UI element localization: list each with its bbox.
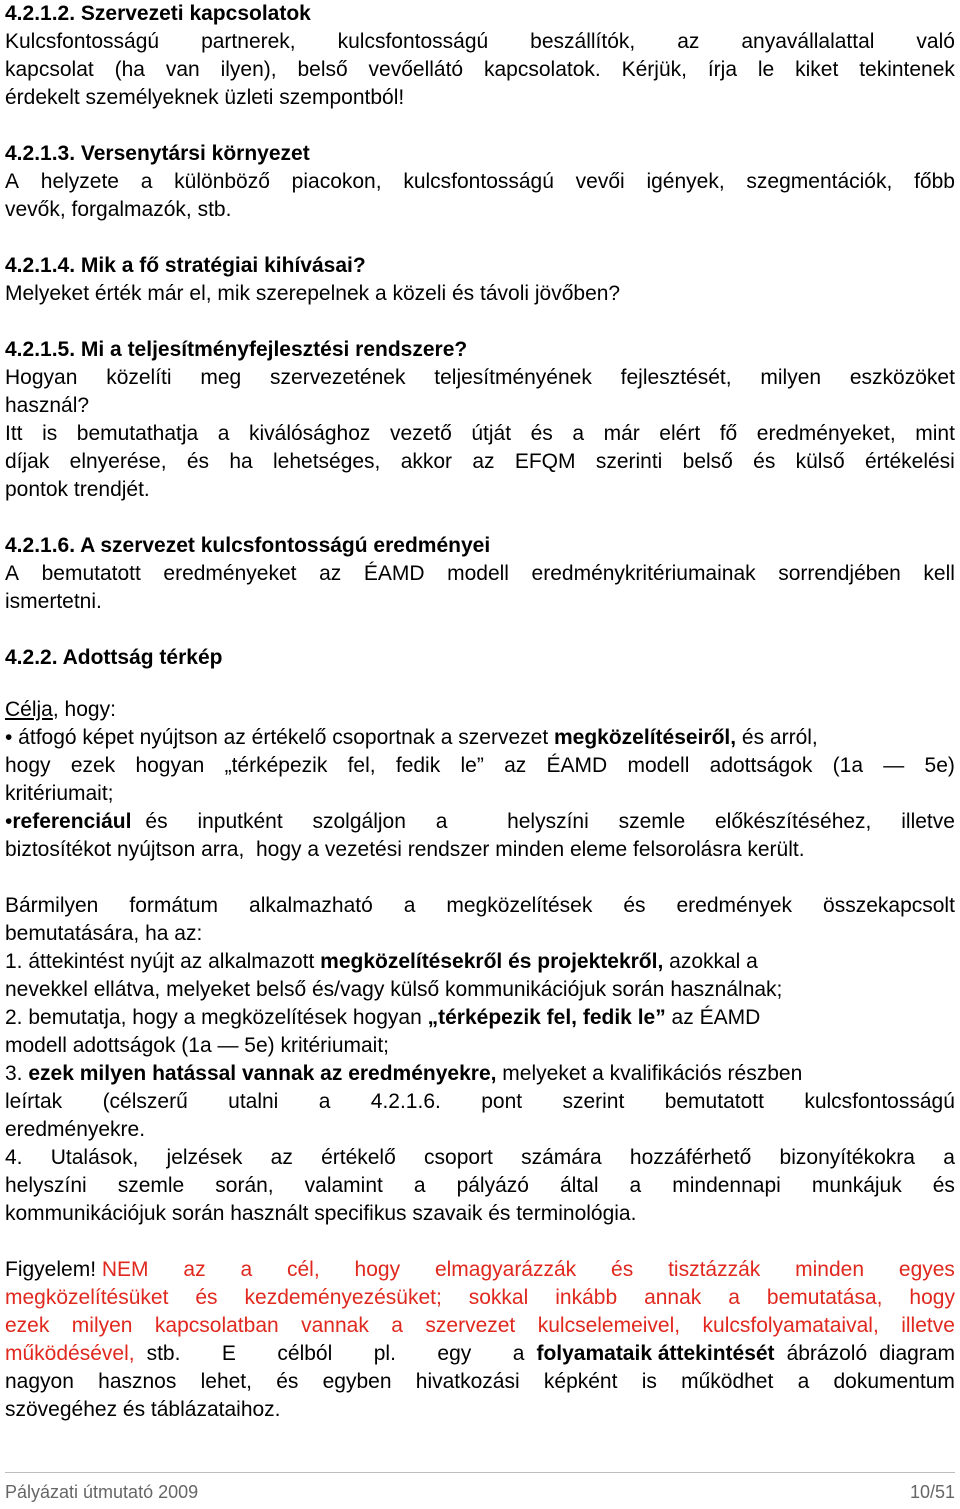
word: tekintenek: [859, 58, 955, 81]
word: és: [530, 422, 553, 445]
word: már: [603, 422, 640, 445]
bullet1-line2: [5, 752, 955, 780]
word: a: [512, 1342, 525, 1365]
item1-line2: nevekkel ellátva, melyeket belső és/vagy külső kommunikációjuk során használnak;: [5, 978, 783, 1001]
word: dokumentum: [833, 1370, 955, 1393]
word: és: [753, 450, 776, 473]
word: partnerek,: [201, 30, 296, 53]
word: valamint: [304, 1174, 383, 1197]
word: milyen: [760, 366, 822, 389]
word: igények,: [646, 170, 725, 193]
word: akkor: [400, 450, 453, 473]
heading-4222: 4.2.2. Adottság térkép: [5, 646, 223, 669]
word: fedik: [395, 754, 441, 777]
word: szervezet: [425, 1314, 516, 1337]
word: van: [165, 58, 200, 81]
word: szerint: [562, 1090, 625, 1113]
word: írja: [707, 58, 738, 81]
word: modell: [627, 754, 690, 777]
word: az: [504, 754, 527, 777]
word: ha: [229, 450, 253, 473]
word: a: [435, 810, 448, 833]
word: a: [728, 1286, 740, 1309]
word: bizonyítékokra: [779, 1146, 915, 1169]
word: bemutatott: [41, 562, 141, 585]
word: eredmények: [676, 894, 793, 917]
item1-line1: [5, 948, 955, 976]
word: alkalmazható: [249, 894, 373, 917]
bullet1-line3: kritériumait;: [5, 782, 114, 805]
item4-line1: [5, 1144, 955, 1172]
word: meg: [200, 366, 242, 389]
word: a: [391, 1314, 403, 1337]
item1-bold: megközelítésekről és projektekről,: [320, 950, 664, 973]
word: hogy: [354, 1258, 401, 1281]
word: főbb: [914, 170, 955, 193]
word: az: [472, 450, 495, 473]
word: szerinti: [595, 450, 663, 473]
word: Bármilyen: [5, 894, 99, 917]
word: beszállítók,: [530, 30, 636, 53]
para-4216-line2: ismertetni.: [5, 590, 102, 613]
note-line1: [5, 1256, 955, 1284]
word: során,: [215, 1174, 274, 1197]
word: és: [623, 894, 646, 917]
celja-label: Célja: [5, 698, 53, 721]
word: pl.: [373, 1342, 396, 1365]
word: hozzáférhető: [629, 1146, 752, 1169]
word: illetve: [901, 810, 955, 833]
word: az: [270, 1146, 293, 1169]
word: való: [916, 30, 955, 53]
word: piacokon,: [291, 170, 382, 193]
bullet1-line1: [5, 724, 955, 752]
word: és: [276, 1370, 299, 1393]
word: inputként: [197, 810, 283, 833]
item2-tail: az ÉAMD: [665, 1006, 761, 1029]
word: anyavállalattal: [741, 30, 875, 53]
item2-line2: modell adottságok (1a — 5e) kritériumait;: [5, 1034, 389, 1057]
para-4215-line2: használ?: [5, 394, 90, 417]
word: a: [797, 1370, 810, 1393]
note-line3: [5, 1312, 955, 1340]
word: mindennapi: [672, 1174, 781, 1197]
heading-4215: 4.2.1.5. Mi a teljesítményfejlesztési rendszere?: [5, 338, 468, 361]
item4-line2: [5, 1172, 955, 1200]
word: a: [629, 1174, 642, 1197]
heading-4216: 4.2.1.6. A szervezet kulcsfontosságú eredményei: [5, 534, 491, 557]
word: modell: [447, 562, 509, 585]
word: Hogyan: [5, 366, 78, 389]
word: pont: [481, 1090, 523, 1113]
word: nagyon: [5, 1370, 74, 1393]
note-figyelem: Figyelem!: [5, 1258, 102, 1281]
word: vevői: [575, 170, 625, 193]
heading-4214: 4.2.1.4. Mik a fő stratégiai kihívásai?: [5, 254, 366, 277]
bullet1-bold: megközelítéseiről,: [554, 726, 737, 749]
word: sorrendjében: [778, 562, 901, 585]
note-bold: folyamataik áttekintését: [536, 1342, 775, 1365]
item3-tail: melyeket a kvalifikációs részben: [496, 1062, 803, 1085]
word: eredményeket,: [756, 422, 896, 445]
word: NEM: [101, 1258, 149, 1281]
bullet2-bold: referenciául: [12, 810, 132, 833]
word: vevőellátó: [368, 58, 464, 81]
word: bemutatott: [664, 1090, 764, 1113]
word: (ha: [114, 58, 145, 81]
word: vezető: [389, 422, 452, 445]
word: Utalások,: [50, 1146, 139, 1169]
word: a: [140, 170, 153, 193]
para-4213-line2: vevők, forgalmazók, stb.: [5, 198, 232, 221]
item3-text: 3.: [5, 1062, 29, 1085]
word: és: [145, 810, 168, 833]
word: hivatkozási: [415, 1370, 520, 1393]
word: milyen: [71, 1314, 133, 1337]
footer-divider: [5, 1472, 955, 1473]
para2-line2: bemutatására, ha az:: [5, 922, 203, 945]
word: A: [5, 170, 20, 193]
item4-line3: kommunikációjuk során használt specifikus szavaik és terminológia.: [5, 1202, 637, 1225]
word: hogy: [5, 754, 51, 777]
para-4216-line1: [5, 560, 955, 588]
word: (1a: [832, 754, 864, 777]
word: le”: [460, 754, 484, 777]
word: kulcsfontosságú: [403, 170, 554, 193]
word: (célszerű: [102, 1090, 188, 1113]
word: kapcsolatban: [154, 1314, 279, 1337]
item3-line1: [5, 1060, 955, 1088]
word: egyben: [322, 1370, 392, 1393]
item3-line3: eredményekre.: [5, 1118, 146, 1141]
word: célból: [277, 1342, 333, 1365]
item3-bold: ezek milyen hatással vannak az eredményekre,: [28, 1062, 497, 1085]
word: szegmentációk,: [746, 170, 893, 193]
word: munkájuk: [811, 1174, 902, 1197]
heading-4212: 4.2.1.2. Szervezeti kapcsolatok: [5, 2, 311, 25]
heading-4213: 4.2.1.3. Versenytársi környezet: [5, 142, 310, 165]
word: belső: [682, 450, 733, 473]
item2-line1: [5, 1004, 955, 1032]
page-number: 10/51: [909, 1482, 955, 1502]
word: kulcsfontosságú: [337, 30, 489, 53]
word: csoport: [424, 1146, 493, 1169]
word: szemle: [117, 1174, 185, 1197]
word: díjak: [5, 450, 50, 473]
word: EFQM: [514, 450, 576, 473]
word: ezek: [5, 1314, 50, 1337]
item1-text: 1. áttekintést nyújt az alkalmazott: [5, 950, 321, 973]
word: elnyerése,: [69, 450, 167, 473]
word: megközelítésüket: [5, 1286, 169, 1309]
word: ilyen),: [220, 58, 277, 81]
word: „térképezik: [224, 754, 328, 777]
word: működhet: [681, 1370, 774, 1393]
word: szolgáljon: [312, 810, 406, 833]
word: hogy: [909, 1286, 955, 1309]
word: le: [757, 58, 775, 81]
word: értékelő: [321, 1146, 396, 1169]
word: Kérjük,: [621, 58, 687, 81]
word: 5e): [924, 754, 955, 777]
word: megközelítések: [446, 894, 593, 917]
word: egyes: [898, 1258, 955, 1281]
word: eredményeket: [163, 562, 297, 585]
bullet2-marker: •: [5, 810, 13, 833]
word: ezek: [70, 754, 116, 777]
word: a: [572, 422, 585, 445]
word: teljesítményének: [434, 366, 592, 389]
para-4215-line5: pontok trendjét.: [5, 478, 150, 501]
word: 4.: [5, 1146, 23, 1169]
word: külső: [795, 450, 845, 473]
para-4212-line1: [5, 28, 955, 56]
word: ÉAMD: [546, 754, 608, 777]
bullet2-line1: [5, 808, 955, 836]
word: előkészítéséhez,: [714, 810, 872, 833]
para-4212-line3: érdekelt személyeknek üzleti szempontból!: [5, 86, 405, 109]
word: kulcselemeivel,: [537, 1314, 681, 1337]
word: által: [559, 1174, 599, 1197]
word: szervezetének: [270, 366, 406, 389]
word: összekapcsolt: [823, 894, 955, 917]
word: helyszíni: [5, 1174, 87, 1197]
word: a: [217, 422, 230, 445]
note-red4: működésével,: [5, 1342, 135, 1365]
para-4215-line1: [5, 364, 955, 392]
word: is: [42, 422, 58, 445]
word: minden: [795, 1258, 865, 1281]
word: és: [611, 1258, 634, 1281]
word: leírtak: [5, 1090, 63, 1113]
word: lehetséges,: [272, 450, 381, 473]
word: kezdeményezésüket;: [244, 1286, 442, 1309]
word: ÉAMD: [363, 562, 425, 585]
word: közelíti: [106, 366, 172, 389]
word: utalni: [228, 1090, 279, 1113]
para-4212-line2: [5, 56, 955, 84]
word: vannak: [301, 1314, 369, 1337]
word: elért: [659, 422, 701, 445]
word: különböző: [174, 170, 270, 193]
item1-tail: azokkal a: [663, 950, 758, 973]
celja-line: [5, 696, 955, 724]
note-line4-end: [787, 1340, 955, 1368]
word: jelzések: [166, 1146, 243, 1169]
word: útját: [471, 422, 512, 445]
word: mint: [915, 422, 955, 445]
word: —: [883, 754, 905, 777]
word: kell: [923, 562, 955, 585]
bullet2-rest: [145, 808, 955, 836]
word: és: [932, 1174, 955, 1197]
celja-rest: , hogy:: [52, 698, 116, 721]
word: fel,: [347, 754, 376, 777]
word: cél,: [286, 1258, 320, 1281]
word: a: [413, 1174, 426, 1197]
word: a: [318, 1090, 331, 1113]
note-line4-mid: [147, 1340, 525, 1368]
word: kapcsolatok.: [483, 58, 601, 81]
word: A: [5, 562, 20, 585]
word: lehet,: [200, 1370, 252, 1393]
para-4214-line1: Melyeket érték már el, mik szerepelnek a közeli és távoli jövőben?: [5, 282, 621, 305]
note-line6: szövegéhez és táblázataihoz.: [5, 1398, 281, 1421]
footer-title: Pályázati útmutató 2009: [5, 1482, 199, 1502]
word: és: [186, 450, 210, 473]
word: kulcsfontosságú: [804, 1090, 955, 1113]
word: adottságok: [709, 754, 813, 777]
word: hogyan: [135, 754, 205, 777]
note-line2: [5, 1284, 955, 1312]
word: elmagyarázzák: [434, 1258, 577, 1281]
word: a: [943, 1146, 955, 1169]
word: diagram: [879, 1342, 955, 1365]
item2-text: 2. bemutatja, hogy a megközelítések hogyan: [5, 1006, 428, 1029]
word: bemutathatja: [76, 422, 199, 445]
word: 4.2.1.6.: [370, 1090, 441, 1113]
word: helyzete: [40, 170, 119, 193]
para2-line1: [5, 892, 955, 920]
word: az: [677, 30, 700, 53]
word: helyszíni: [507, 810, 589, 833]
para-4215-line3: [5, 420, 955, 448]
word: E: [221, 1342, 236, 1365]
word: sokkal: [468, 1286, 529, 1309]
word: kiket: [795, 58, 839, 81]
word: ábrázoló: [786, 1342, 868, 1365]
word: Kulcsfontosságú: [5, 30, 160, 53]
word: Itt: [5, 422, 23, 445]
para-4213-line1: [5, 168, 955, 196]
bullet2-line2: biztosítékot nyújtson arra, hogy a vezetési rendszer minden eleme felsorolásra került.: [5, 838, 805, 861]
word: kiválósághoz: [248, 422, 371, 445]
word: fő: [719, 422, 738, 445]
word: hasznos: [98, 1370, 177, 1393]
word: számára: [521, 1146, 602, 1169]
word: egy: [437, 1342, 472, 1365]
word: tisztázzák: [668, 1258, 761, 1281]
para-4215-line4: [5, 448, 955, 476]
word: fejlesztését,: [620, 366, 732, 389]
bullet1-tail: és arról,: [736, 726, 818, 749]
word: a: [240, 1258, 253, 1281]
item2-bold: „térképezik fel, fedik le”: [427, 1006, 666, 1029]
note-red1: [102, 1256, 955, 1284]
word: kapcsolat: [5, 58, 94, 81]
word: formátum: [129, 894, 219, 917]
word: értékelési: [864, 450, 955, 473]
word: az: [319, 562, 342, 585]
word: eszközöket: [849, 366, 955, 389]
word: szemle: [618, 810, 686, 833]
word: stb.: [146, 1342, 181, 1365]
word: eredménykritériumainak: [531, 562, 756, 585]
word: és: [195, 1286, 218, 1309]
bullet1-text: • átfogó képet nyújtson az értékelő csoportnak a szervezet: [5, 726, 554, 749]
word: belső: [297, 58, 348, 81]
word: annak: [644, 1286, 702, 1309]
word: a: [403, 894, 416, 917]
word: inkább: [555, 1286, 618, 1309]
word: is: [641, 1370, 657, 1393]
word: képként: [543, 1370, 618, 1393]
note-line5: [5, 1368, 955, 1396]
word: illetve: [901, 1314, 955, 1337]
item3-line2: [5, 1088, 955, 1116]
word: pályázó: [456, 1174, 529, 1197]
word: bemutatása,: [766, 1286, 883, 1309]
word: kulcsfolyamataival,: [702, 1314, 879, 1337]
note-line4: [5, 1340, 955, 1368]
word: az: [183, 1258, 206, 1281]
